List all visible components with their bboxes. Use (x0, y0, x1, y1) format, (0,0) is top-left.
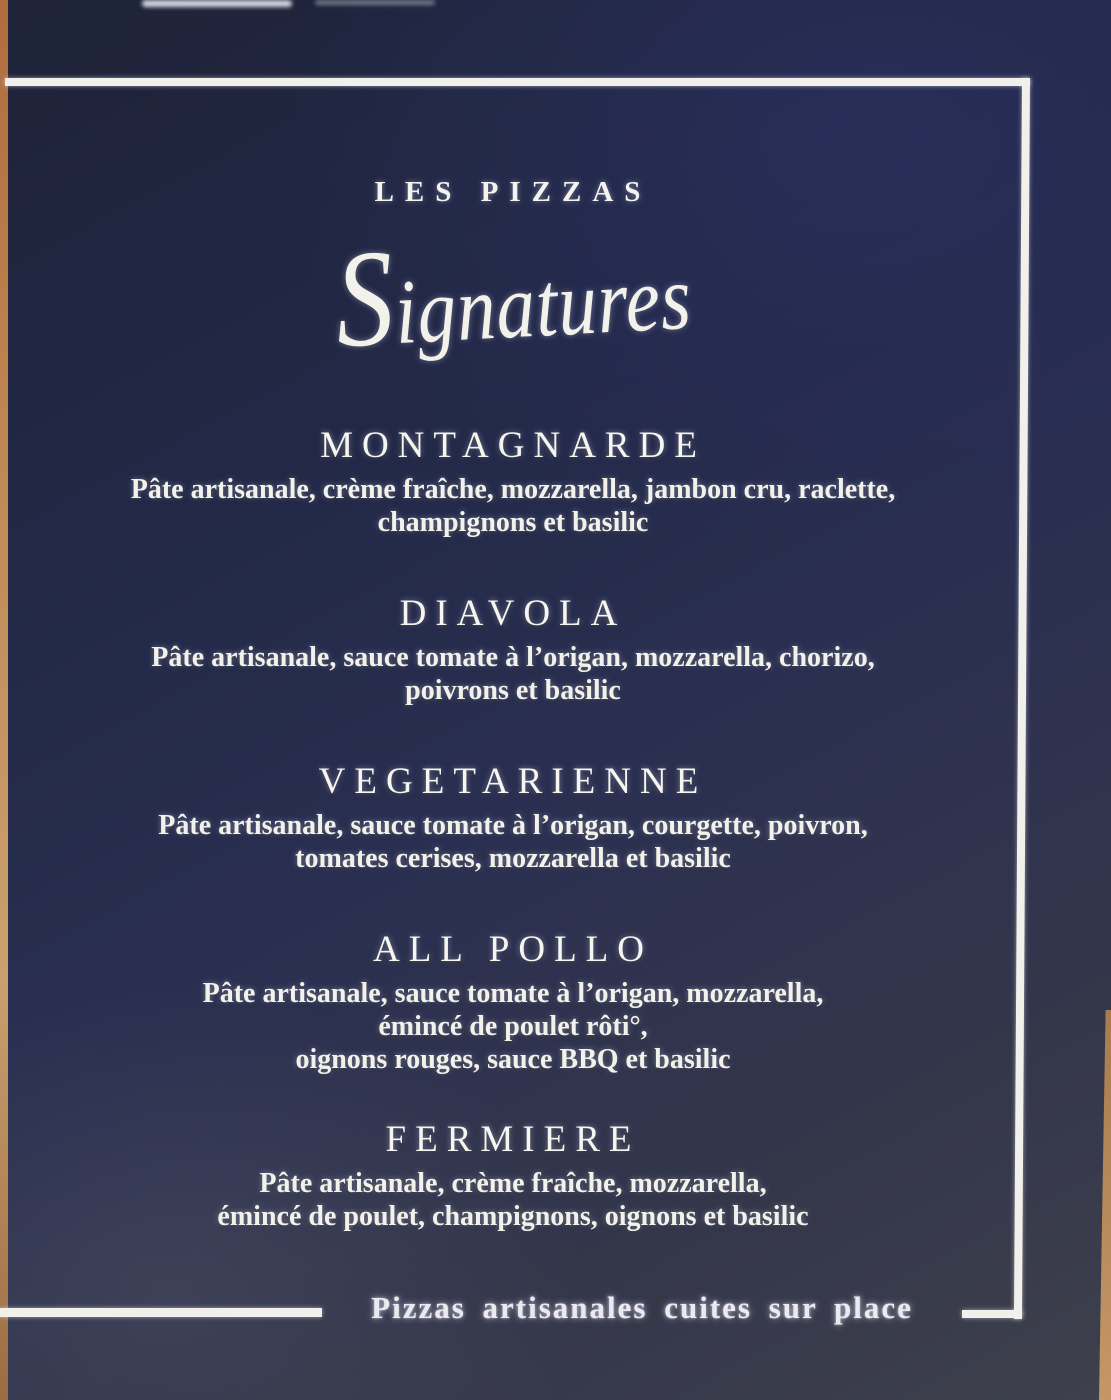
menu-item-vegetarienne (0, 760, 1026, 875)
frame-top-border (5, 78, 1030, 86)
item-description-line: tomates cerises, mozzarella et basilic (295, 843, 731, 874)
menu-header (0, 176, 1026, 391)
item-description-line: Pâte artisanale, sauce tomate à l’origan, mozzarella, (202, 978, 824, 1009)
item-description-line: émincé de poulet, champignons, oignons et basilic (217, 1201, 809, 1232)
frame-bottom-right-border (962, 1310, 1022, 1318)
item-name: ALL POLLO (372, 929, 654, 970)
item-description-line: Pâte artisanale, crème fraîche, mozzarella, jambon cru, raclette, (130, 474, 896, 505)
item-name: FERMIERE (385, 1119, 641, 1160)
item-description-line: poivrons et basilic (405, 675, 621, 706)
menu-item-diavola (0, 592, 1026, 707)
menu-kicker: LES PIZZAS (374, 176, 652, 208)
menu-footer (322, 1290, 962, 1326)
photo-glare (315, 0, 435, 5)
menu-item-all-pollo (0, 928, 1026, 1076)
menu-script-title: Signatures (331, 220, 694, 377)
item-description-line: Pâte artisanale, sauce tomate à l’origan, mozzarella, chorizo, (151, 642, 875, 673)
item-description-line: Pâte artisanale, sauce tomate à l’origan, courgette, poivron, (158, 810, 868, 841)
item-description-line: champignons et basilic (377, 507, 649, 538)
frame-bottom-left-border (0, 1308, 322, 1317)
menu-item-montagnarde (0, 424, 1026, 539)
item-name: MONTAGNARDE (320, 425, 706, 466)
item-description-line: oignons rouges, sauce BBQ et basilic (295, 1044, 731, 1075)
photo-edge-right (1099, 1010, 1111, 1400)
item-description-line: émincé de poulet rôti°, (378, 1011, 648, 1042)
item-description-line: Pâte artisanale, crème fraîche, mozzarella, (259, 1168, 767, 1199)
photo-glare (142, 0, 292, 7)
item-name: DIAVOLA (399, 593, 627, 634)
footer-tagline: Pizzas artisanales cuites sur place (371, 1290, 913, 1325)
menu-item-fermiere (0, 1118, 1026, 1233)
item-name: VEGETARIENNE (318, 761, 708, 802)
